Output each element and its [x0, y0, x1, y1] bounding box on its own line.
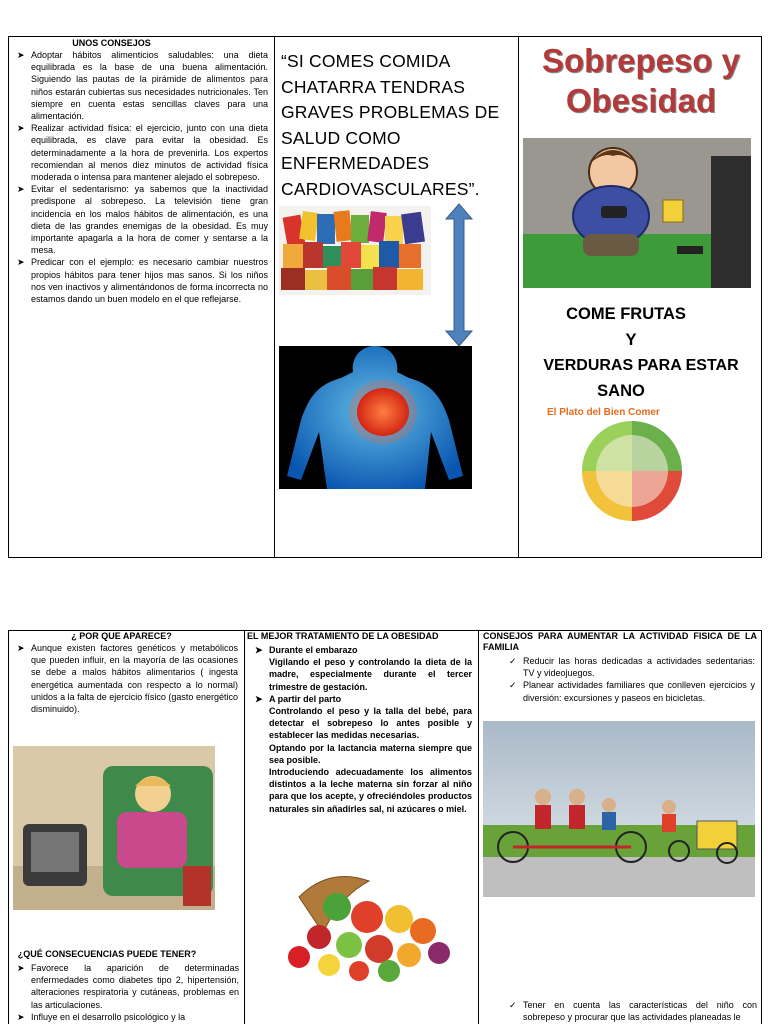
consequences-list — [9, 962, 244, 1023]
treatment-title: A partir del parto — [269, 693, 342, 704]
double-arrow-icon — [445, 203, 473, 347]
cover-title: Sobrepeso y Obesidad — [541, 42, 741, 119]
list-item: ➤ Realizar actividad física: el ejercicio, junto con una dieta equilibrada, es clave para evitar la obesidad. Es determinadamente a la hora de prevenirla. Los expertos recomiendan al menos diez minutos de actividad física moderada o intensa para mantener alejado el sobrepeso. — [17, 122, 268, 183]
list-item: ✓ Reducir las horas dedicadas a actividades sedentarias: TV y videojuegos. — [509, 655, 755, 679]
slogan-line: Y — [625, 330, 637, 349]
activity-tips-list-2 — [479, 999, 762, 1023]
treatment-text: Controlando el peso y la talla del bebé, para detectar el sobrepeso lo antes posible y establecer las medidas necesarias. — [269, 706, 472, 741]
treatment-text: Optando por la lactancia materna siempre que sea posible. — [269, 742, 472, 765]
slogan-line: COME FRUTAS — [566, 305, 686, 323]
boy-gaming-image — [523, 138, 751, 288]
panel-heading-2: ¿QUÉ CONSECUENCIAS PUEDE TENER? — [17, 949, 197, 959]
treatment-title: Durante el embarazo — [269, 645, 358, 655]
treatment-text: Vigilando el peso y controlando la dieta de la madre, especialmente durante el tercer trimestre de gestación. — [269, 657, 472, 692]
plate-caption: El Plato del Bien Comer — [547, 407, 660, 418]
list-item: ➤ Aunque existen factores genéticos y metabólicos que pueden influir, en la mayoría de las ocasiones se debe a malos hábitos alimentarios ( ingesta energética aumentada con respecto a lo normal) unidos a la falta de ejercicio físico (gasto energético disminuido). — [17, 642, 238, 715]
causes-list — [9, 642, 244, 715]
junk-food-image — [279, 206, 431, 295]
list-item: ➤ Predicar con el ejemplo: es necesario cambiar nuestros propios hábitos para tener hijos mas sanos. Si los niños nos ven inactivos y alimentándonos de forma incorrecta no estamos dando un buen modelo en el que reflejarse. — [17, 256, 268, 305]
activity-tips-list — [479, 655, 761, 704]
panel-por-que — [8, 630, 244, 1024]
plato-bien-comer-image — [537, 405, 727, 523]
slogan-line: SANO — [597, 381, 645, 400]
panel-heading: UNOS CONSEJOS — [72, 38, 151, 48]
slogan — [519, 302, 762, 404]
panel-consejos — [8, 36, 274, 558]
treatment-item: ➤ Durante el embarazo — [255, 645, 358, 655]
list-item: ➤ Adoptar hábitos alimenticios saludables: una dieta equilibrada es la base de una buena alimentación. Siguiendo las pautas de la pirámide de alimentos para niños estarán cubiertas sus necesidades nutricionales. Ten siempre en cuenta estas sencillas claves para una alimentación. — [17, 49, 268, 122]
quote-text: “SI COMES COMIDA CHATARRA TENDRAS GRAVES PROBLEMAS DE SALUD COMO ENFERMEDADES CARDIOVASCULARES”. — [281, 51, 500, 199]
treatment-content — [245, 642, 478, 815]
list-item: ✓ Tener en cuenta las características del niño con sobrepeso y procurar que las actividades planeadas le — [509, 999, 757, 1023]
panel-tratamiento — [244, 630, 478, 1024]
panel-heading: EL MEJOR TRATAMIENTO DE LA OBESIDAD — [247, 631, 439, 641]
slogan-line: VERDURAS PARA ESTAR — [543, 357, 739, 374]
list-item: ✓ Planear actividades familiares que conlleven ejercicios y diversión: excursiones y paseos en bicicletas. — [509, 679, 755, 703]
panel-actividad-fisica — [478, 630, 762, 1024]
tips-list — [9, 49, 274, 305]
kid-watching-tv-image — [13, 746, 215, 910]
panel-cover — [518, 36, 762, 558]
panel-quote — [274, 36, 518, 558]
list-item: ➤ Evitar el sedentarismo: ya sabemos que la inactividad predispone al sobrepeso. La televisión tiene gran incidencia en los malos hábitos de alimentación, es una dieta de las grandes enemigas de la obesidad. Es muy importante apagarla a la hora de comer y sentarse a la mesa. — [17, 183, 268, 256]
fruits-vegetables-image — [259, 867, 465, 987]
panel-heading: ¿ POR QUE APARECE? — [71, 631, 172, 641]
list-item: ➤ Favorece la aparición de determinadas enfermedades como diabetes tipo 2, hipertensión, alteraciones respiratoria y cutáneas, problemas en las articulaciones. — [17, 962, 239, 1011]
panel-heading: CONSEJOS PARA AUMENTAR LA ACTIVIDAD FISICA DE LA FAMILIA — [483, 631, 757, 652]
treatment-text: Introduciendo adecuadamente los alimentos distintos a la leche materna sin forzar al niño para que los acepte, y ofreciéndoles productos naturales sin añadirles sal, ni azúcares o miel. — [269, 767, 472, 814]
list-item: ➤ Influye en el desarrollo psicológico y la — [17, 1011, 239, 1023]
treatment-item: ➤ A partir del parto — [255, 693, 342, 704]
heart-anatomy-image — [279, 346, 472, 489]
family-cycling-image — [483, 721, 755, 897]
